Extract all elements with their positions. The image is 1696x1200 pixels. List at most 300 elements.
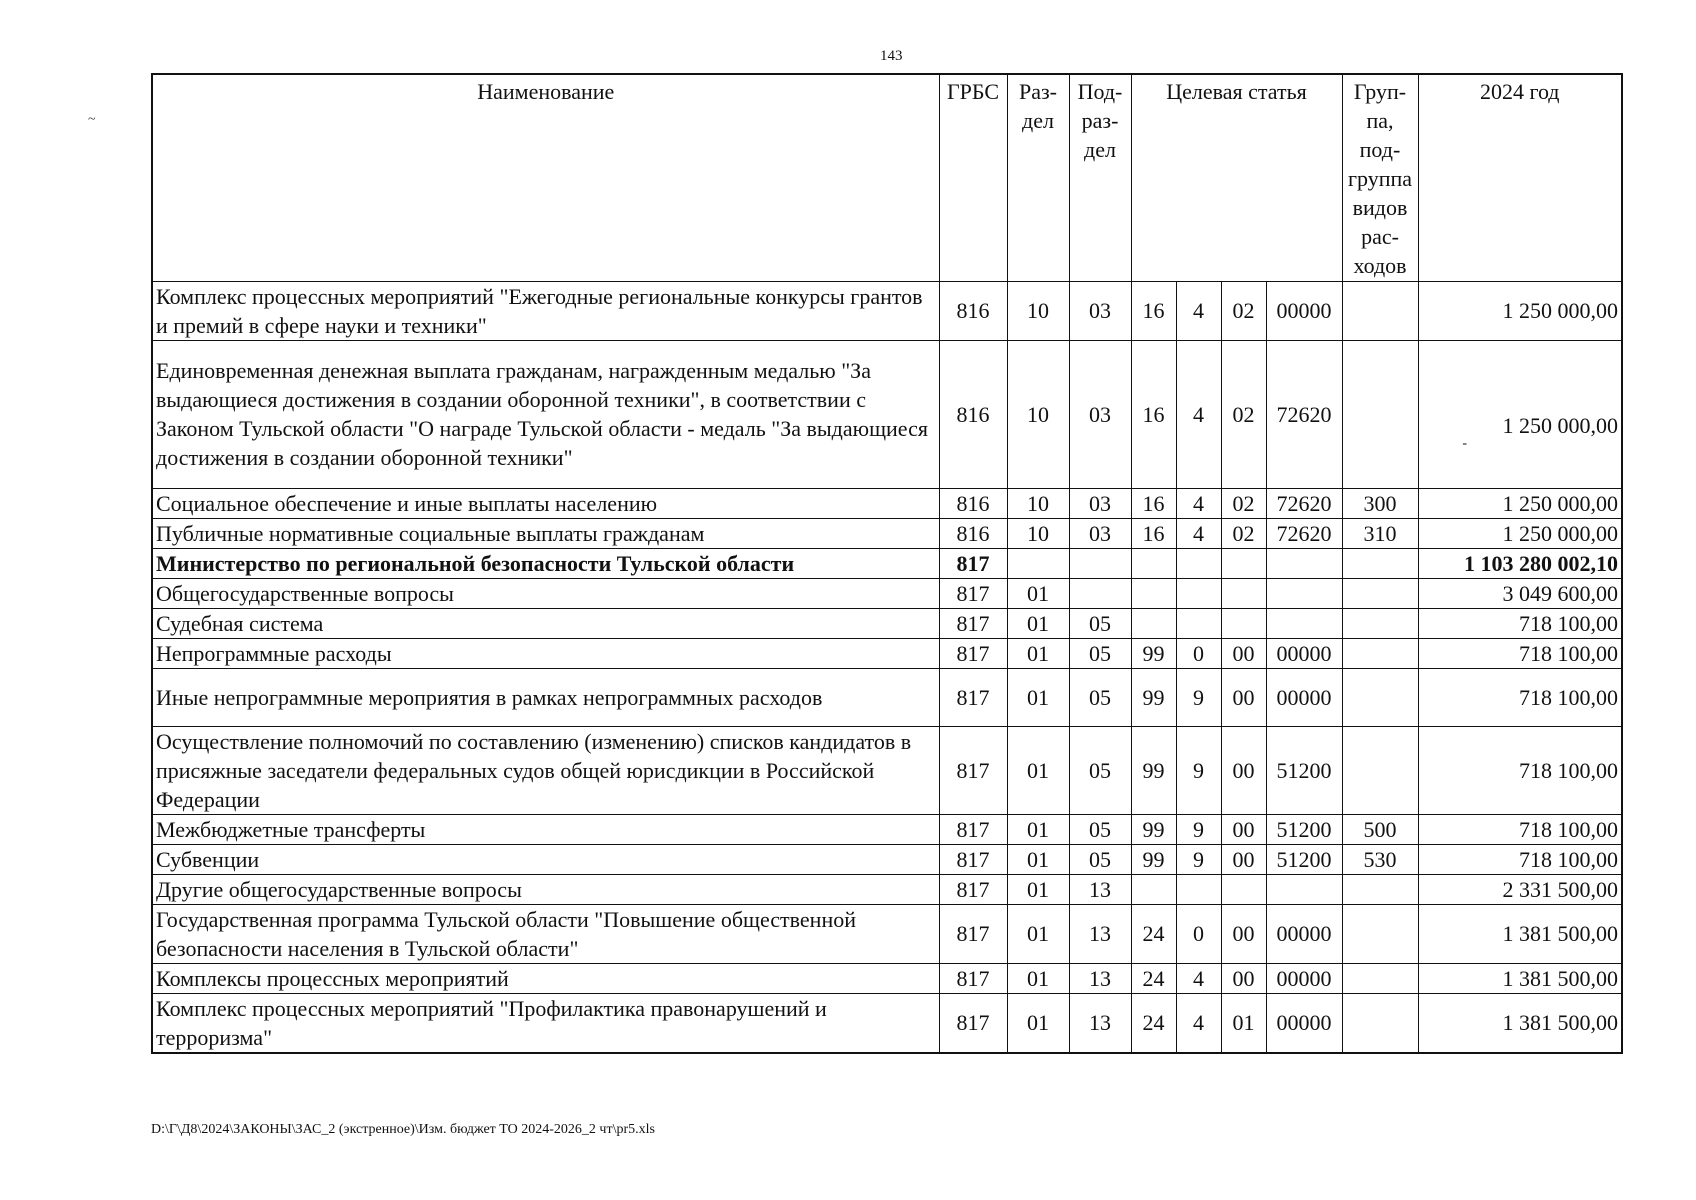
table-row	[152, 814, 1622, 844]
table-cell-name-text: Субвенции	[156, 846, 260, 872]
table-cell-name	[152, 904, 939, 963]
table-cell-razdel	[1007, 844, 1069, 874]
table-cell-target-subprogram	[1221, 726, 1266, 814]
table-cell-podrazdel-text: 05	[1089, 640, 1111, 666]
table-cell-podrazdel-text: 13	[1089, 876, 1111, 902]
table-cell-target-program-text: 99	[1142, 846, 1165, 872]
table-row	[152, 993, 1622, 1053]
table-cell-target-program	[1131, 726, 1176, 814]
table-cell-razdel	[1007, 548, 1069, 578]
table-cell-name-text: Другие общегосударственные вопросы	[156, 876, 522, 902]
table-row	[152, 844, 1622, 874]
table-cell-grbs-text: 817	[956, 816, 990, 842]
table-cell-target-direction-text: 51200	[1276, 757, 1332, 783]
table-cell-razdel-text: 01	[1027, 580, 1049, 606]
table-cell-target-program-text: 99	[1142, 684, 1165, 710]
header-razdel: Раз-дел	[1007, 74, 1069, 281]
table-row	[152, 963, 1622, 993]
table-cell-target-type	[1176, 726, 1221, 814]
table-cell-name	[152, 578, 939, 608]
table-cell-target-program	[1131, 904, 1176, 963]
table-cell-target-program	[1131, 281, 1176, 340]
table-cell-razdel-text: 10	[1027, 401, 1049, 427]
table-cell-expense-group	[1342, 340, 1418, 488]
table-cell-name	[152, 548, 939, 578]
table-cell-podrazdel-text: 05	[1089, 846, 1111, 872]
table-cell-target-direction-text: 51200	[1276, 816, 1332, 842]
table-cell-expense-group	[1342, 726, 1418, 814]
table-cell-target-direction	[1266, 340, 1342, 488]
table-cell-amount	[1418, 488, 1622, 518]
table-cell-amount	[1418, 668, 1622, 726]
table-cell-name-text: Государственная программа Тульской области "Повышение общественной безопасности населения в Тульской области"	[156, 906, 856, 961]
table-cell-target-type-text: 4	[1193, 401, 1204, 427]
table-cell-target-type	[1176, 608, 1221, 638]
table-cell-podrazdel-text: 13	[1089, 1010, 1111, 1035]
page-number: 143	[880, 48, 903, 64]
table-cell-grbs-text: 816	[956, 490, 990, 516]
table-cell-name	[152, 814, 939, 844]
table-cell-target-direction	[1266, 904, 1342, 963]
table-cell-name-text: Общегосударственные вопросы	[156, 580, 454, 606]
table-cell-razdel-text: 01	[1027, 876, 1049, 902]
table-cell-amount-text: 3 049 600,00	[1502, 580, 1618, 606]
table-cell-amount	[1418, 814, 1622, 844]
table-cell-razdel	[1007, 904, 1069, 963]
table-cell-podrazdel	[1069, 874, 1131, 904]
table-cell-target-direction	[1266, 488, 1342, 518]
table-cell-target-type-text: 0	[1193, 921, 1204, 946]
table-cell-target-program	[1131, 340, 1176, 488]
table-cell-name	[152, 963, 939, 993]
table-cell-target-subprogram	[1221, 548, 1266, 578]
table-cell-grbs	[939, 963, 1007, 993]
table-cell-grbs	[939, 726, 1007, 814]
table-cell-amount-text: 718 100,00	[1519, 640, 1618, 666]
table-cell-name-text: Осуществление полномочий по составлению (изменению) списков кандидатов в присяжные заседатели федеральных судов общей юрисдикции в Российской Федерации	[156, 728, 912, 812]
table-cell-amount	[1418, 844, 1622, 874]
table-cell-razdel	[1007, 578, 1069, 608]
table-cell-grbs-text: 817	[956, 610, 990, 636]
table-cell-target-subprogram-text: 00	[1232, 846, 1255, 872]
table-cell-target-type-text: 9	[1193, 846, 1204, 872]
table-cell-target-type-text: 4	[1193, 490, 1204, 516]
table-cell-podrazdel	[1069, 488, 1131, 518]
table-cell-target-program	[1131, 578, 1176, 608]
table-cell-expense-group	[1342, 638, 1418, 668]
table-cell-target-direction-text: 00000	[1276, 921, 1332, 946]
table-cell-target-subprogram	[1221, 340, 1266, 488]
table-cell-grbs-text: 817	[956, 876, 990, 902]
table-cell-amount-text: 718 100,00	[1519, 846, 1618, 872]
table-cell-amount	[1418, 904, 1622, 963]
table-row	[152, 281, 1622, 340]
table-cell-target-type-text: 9	[1193, 816, 1204, 842]
margin-mark: ~	[88, 112, 96, 127]
table-cell-target-program	[1131, 993, 1176, 1053]
table-cell-razdel	[1007, 488, 1069, 518]
table-cell-target-direction	[1266, 578, 1342, 608]
table-cell-grbs	[939, 281, 1007, 340]
table-cell-name-text: Министерство по региональной безопасности Тульской области	[156, 550, 795, 576]
table-cell-target-type	[1176, 904, 1221, 963]
table-row	[152, 488, 1622, 518]
table-cell-target-program-text: 16	[1142, 490, 1165, 516]
table-cell-grbs	[939, 814, 1007, 844]
table-cell-expense-group	[1342, 993, 1418, 1053]
table-cell-target-subprogram-text: 00	[1232, 921, 1255, 946]
table-cell-name-text: Публичные нормативные социальные выплаты гражданам	[156, 520, 705, 546]
table-cell-podrazdel	[1069, 578, 1131, 608]
table-cell-razdel-text: 01	[1027, 1010, 1049, 1035]
table-cell-amount-text: 718 100,00	[1519, 610, 1618, 636]
table-cell-grbs-text: 816	[956, 520, 990, 546]
table-cell-target-type-text: 4	[1193, 1010, 1204, 1035]
table-cell-name	[152, 668, 939, 726]
table-cell-amount-text: 1 250 000,00	[1502, 412, 1618, 438]
table-cell-podrazdel	[1069, 726, 1131, 814]
table-cell-target-direction	[1266, 608, 1342, 638]
table-cell-name	[152, 726, 939, 814]
header-grbs: ГРБС	[939, 74, 1007, 281]
table-cell-expense-group	[1342, 281, 1418, 340]
table-cell-podrazdel	[1069, 638, 1131, 668]
table-cell-target-type	[1176, 668, 1221, 726]
table-row	[152, 340, 1622, 488]
table-cell-target-program-text: 16	[1142, 298, 1165, 323]
table-cell-expense-group-text: 310	[1363, 520, 1397, 546]
table-cell-target-subprogram	[1221, 638, 1266, 668]
table-cell-name-text: Социальное обеспечение и иные выплаты населению	[156, 490, 658, 516]
table-cell-amount-text: 2 331 500,00	[1502, 876, 1618, 902]
table-cell-podrazdel	[1069, 963, 1131, 993]
table-cell-name-text: Иные непрограммные мероприятия в рамках непрограммных расходов	[156, 684, 823, 710]
table-cell-name-text: Непрограммные расходы	[156, 640, 392, 666]
table-cell-target-direction-text: 00000	[1276, 298, 1332, 323]
table-cell-target-program-text: 99	[1142, 640, 1165, 666]
table-cell-target-type	[1176, 814, 1221, 844]
table-cell-podrazdel	[1069, 281, 1131, 340]
table-cell-target-subprogram	[1221, 993, 1266, 1053]
table-cell-name-text: Судебная система	[156, 610, 324, 636]
table-cell-name	[152, 488, 939, 518]
table-cell-amount	[1418, 726, 1622, 814]
table-cell-expense-group	[1342, 814, 1418, 844]
table-cell-target-direction	[1266, 814, 1342, 844]
table-cell-grbs	[939, 844, 1007, 874]
table-cell-razdel-text: 01	[1027, 640, 1049, 666]
table-cell-amount	[1418, 340, 1622, 488]
table-cell-grbs	[939, 638, 1007, 668]
table-cell-amount	[1418, 578, 1622, 608]
table-cell-expense-group	[1342, 904, 1418, 963]
table-cell-target-type-text: 4	[1193, 298, 1204, 323]
table-cell-expense-group	[1342, 874, 1418, 904]
table-cell-target-subprogram	[1221, 281, 1266, 340]
table-cell-grbs-text: 816	[956, 401, 990, 427]
table-cell-grbs	[939, 993, 1007, 1053]
table-cell-target-type-text: 0	[1193, 640, 1204, 666]
table-cell-podrazdel	[1069, 340, 1131, 488]
table-cell-razdel-text: 10	[1027, 298, 1049, 323]
table-cell-grbs	[939, 488, 1007, 518]
table-cell-expense-group-text: 300	[1363, 490, 1397, 516]
table-cell-expense-group	[1342, 844, 1418, 874]
table-cell-target-type	[1176, 488, 1221, 518]
table-cell-target-program	[1131, 874, 1176, 904]
table-cell-amount-text: 1 381 500,00	[1502, 921, 1618, 946]
table-cell-podrazdel-text: 03	[1089, 401, 1111, 427]
table-cell-target-type	[1176, 548, 1221, 578]
table-cell-grbs-text: 817	[956, 846, 990, 872]
table-cell-razdel	[1007, 993, 1069, 1053]
table-cell-target-direction-text: 00000	[1276, 1010, 1332, 1035]
table-cell-target-program-text: 24	[1142, 1010, 1165, 1035]
header-row	[152, 74, 1622, 281]
table-cell-amount	[1418, 963, 1622, 993]
table-cell-target-program-text: 16	[1142, 520, 1165, 546]
table-cell-grbs	[939, 340, 1007, 488]
table-cell-podrazdel	[1069, 814, 1131, 844]
table-cell-target-direction-text: 72620	[1276, 401, 1332, 427]
table-cell-razdel-text: 01	[1027, 965, 1049, 991]
table-cell-podrazdel-text: 03	[1089, 490, 1111, 516]
table-cell-target-subprogram-text: 02	[1232, 520, 1255, 546]
table-cell-podrazdel-text: 05	[1089, 816, 1111, 842]
table-row	[152, 548, 1622, 578]
table-cell-razdel	[1007, 668, 1069, 726]
table-cell-target-program	[1131, 638, 1176, 668]
table-cell-target-program	[1131, 814, 1176, 844]
table-cell-target-subprogram-text: 00	[1232, 965, 1255, 991]
table-cell-target-direction	[1266, 963, 1342, 993]
table-cell-target-subprogram-text: 00	[1232, 640, 1255, 666]
table-cell-podrazdel	[1069, 668, 1131, 726]
table-row	[152, 638, 1622, 668]
table-row	[152, 904, 1622, 963]
table-cell-target-program	[1131, 608, 1176, 638]
table-cell-razdel	[1007, 638, 1069, 668]
table-cell-razdel-text: 10	[1027, 490, 1049, 516]
table-cell-amount	[1418, 548, 1622, 578]
table-cell-name-text: Единовременная денежная выплата гражданам, награжденным медалью "За выдающиеся достижения в создании оборонной техники", в соответствии с Законом Тульской области "О награде Тульской области - медаль "За выдающиеся достижения в создании оборонной техники"	[156, 358, 928, 470]
table-cell-target-type	[1176, 993, 1221, 1053]
table-cell-target-direction	[1266, 993, 1342, 1053]
table-cell-name-text: Комплексы процессных мероприятий	[156, 965, 509, 991]
table-cell-grbs-text: 817	[956, 684, 990, 710]
table-cell-target-subprogram	[1221, 874, 1266, 904]
table-cell-grbs	[939, 518, 1007, 548]
table-cell-target-direction	[1266, 638, 1342, 668]
table-cell-target-direction	[1266, 726, 1342, 814]
table-cell-grbs-text: 817	[956, 580, 990, 606]
table-cell-expense-group	[1342, 578, 1418, 608]
table-cell-target-subprogram-text: 02	[1232, 298, 1255, 323]
table-cell-name	[152, 608, 939, 638]
table-cell-target-type	[1176, 578, 1221, 608]
table-cell-target-direction-text: 72620	[1276, 520, 1332, 546]
table-cell-grbs-text: 817	[956, 1010, 990, 1035]
table-cell-target-program-text: 16	[1142, 401, 1165, 427]
table-cell-target-subprogram	[1221, 668, 1266, 726]
table-cell-razdel	[1007, 963, 1069, 993]
table-cell-razdel-text: 10	[1027, 520, 1049, 546]
file-path: D:\Г\Д8\2024\ЗАКОНЫ\ЗАС_2 (экстренное)\Изм. бюджет ТО 2024-2026_2 чт\pr5.xls	[151, 1122, 655, 1137]
table-cell-target-program	[1131, 518, 1176, 548]
table-cell-podrazdel	[1069, 518, 1131, 548]
table-cell-target-subprogram	[1221, 904, 1266, 963]
table-cell-razdel	[1007, 340, 1069, 488]
table-cell-amount	[1418, 281, 1622, 340]
table-cell-grbs-text: 817	[956, 757, 990, 783]
table-cell-name	[152, 340, 939, 488]
table-cell-expense-group-text: 500	[1363, 816, 1397, 842]
header-target: Целевая статья	[1131, 74, 1342, 281]
table-cell-target-program-text: 99	[1142, 816, 1165, 842]
table-cell-target-program	[1131, 963, 1176, 993]
table-cell-grbs	[939, 608, 1007, 638]
table-cell-razdel	[1007, 726, 1069, 814]
table-cell-podrazdel-text: 03	[1089, 298, 1111, 323]
table-cell-target-direction-text: 00000	[1276, 640, 1332, 666]
table-cell-grbs	[939, 548, 1007, 578]
header-podrazdel: Под-раз-дел	[1069, 74, 1131, 281]
table-cell-grbs-text: 817	[956, 965, 990, 991]
table-cell-grbs-text: 817	[956, 921, 990, 946]
table-cell-target-subprogram	[1221, 814, 1266, 844]
table-cell-target-program-text: 24	[1142, 965, 1165, 991]
table-cell-podrazdel	[1069, 548, 1131, 578]
table-cell-razdel-text: 01	[1027, 757, 1049, 783]
table-cell-name	[152, 281, 939, 340]
table-cell-target-direction-text: 72620	[1276, 490, 1332, 516]
table-cell-razdel	[1007, 814, 1069, 844]
table-cell-target-program	[1131, 668, 1176, 726]
table-cell-podrazdel-text: 05	[1089, 684, 1111, 710]
table-cell-expense-group	[1342, 548, 1418, 578]
table-cell-razdel	[1007, 518, 1069, 548]
table-cell-target-program	[1131, 844, 1176, 874]
table-cell-razdel	[1007, 281, 1069, 340]
table-cell-podrazdel	[1069, 844, 1131, 874]
table-cell-target-program	[1131, 488, 1176, 518]
table-row	[152, 874, 1622, 904]
table-cell-amount	[1418, 518, 1622, 548]
table-cell-razdel-text: 01	[1027, 921, 1049, 946]
table-cell-target-direction-text: 51200	[1276, 846, 1332, 872]
table-cell-name	[152, 844, 939, 874]
table-cell-target-type	[1176, 281, 1221, 340]
table-cell-podrazdel-text: 05	[1089, 757, 1111, 783]
table-cell-amount	[1418, 608, 1622, 638]
header-year: 2024 год	[1418, 74, 1622, 281]
table-cell-amount-text: 1 103 280 002,10	[1464, 550, 1618, 576]
table-cell-name	[152, 993, 939, 1053]
table-cell-podrazdel-text: 05	[1089, 610, 1111, 636]
table-cell-target-type	[1176, 518, 1221, 548]
table-cell-target-subprogram-text: 00	[1232, 757, 1255, 783]
table-cell-razdel	[1007, 608, 1069, 638]
table-cell-target-direction	[1266, 281, 1342, 340]
table-row	[152, 578, 1622, 608]
table-row	[152, 518, 1622, 548]
table-cell-podrazdel-text: 13	[1089, 965, 1111, 991]
table-cell-target-direction-text: 00000	[1276, 684, 1332, 710]
budget-table	[151, 73, 1623, 1054]
table-cell-amount-text: 718 100,00	[1519, 757, 1618, 783]
table-cell-name	[152, 874, 939, 904]
table-cell-amount-text: 1 250 000,00	[1502, 520, 1618, 546]
table-cell-amount-text: 718 100,00	[1519, 684, 1618, 710]
table-cell-grbs	[939, 668, 1007, 726]
table-cell-target-type-text: 9	[1193, 757, 1204, 783]
table-cell-grbs	[939, 904, 1007, 963]
table-cell-name-text: Комплекс процессных мероприятий "Профилактика правонарушений и терроризма"	[156, 995, 827, 1050]
table-cell-amount-text: 1 381 500,00	[1502, 965, 1618, 991]
table-cell-grbs	[939, 578, 1007, 608]
table-cell-target-subprogram-text: 01	[1232, 1010, 1255, 1035]
table-cell-target-type-text: 9	[1193, 684, 1204, 710]
table-cell-target-subprogram	[1221, 488, 1266, 518]
table-cell-expense-group	[1342, 488, 1418, 518]
table-cell-target-subprogram-text: 00	[1232, 816, 1255, 842]
header-name: Наименование	[152, 74, 939, 281]
table-cell-name-text: Межбюджетные трансферты	[156, 816, 426, 842]
stray-mark: -	[1462, 435, 1468, 451]
table-cell-name	[152, 518, 939, 548]
table-cell-name-text: Комплекс процессных мероприятий "Ежегодные региональные конкурсы грантов и премий в сфере науки и техники"	[156, 283, 923, 338]
table-cell-razdel-text: 01	[1027, 610, 1049, 636]
table-cell-target-program-text: 24	[1142, 921, 1165, 946]
table-cell-target-direction	[1266, 668, 1342, 726]
table-cell-target-direction	[1266, 518, 1342, 548]
table-cell-expense-group	[1342, 608, 1418, 638]
table-cell-podrazdel-text: 13	[1089, 921, 1111, 946]
table-cell-target-type-text: 4	[1193, 965, 1204, 991]
table-cell-amount-text: 718 100,00	[1519, 816, 1618, 842]
table-cell-podrazdel-text: 03	[1089, 520, 1111, 546]
table-cell-podrazdel	[1069, 904, 1131, 963]
table-cell-target-direction	[1266, 874, 1342, 904]
table-cell-target-subprogram-text: 02	[1232, 490, 1255, 516]
table-cell-razdel	[1007, 874, 1069, 904]
table-cell-target-type	[1176, 340, 1221, 488]
table-cell-target-subprogram-text: 00	[1232, 684, 1255, 710]
table-cell-razdel-text: 01	[1027, 846, 1049, 872]
table-cell-target-type	[1176, 963, 1221, 993]
table-cell-target-type	[1176, 874, 1221, 904]
table-row	[152, 608, 1622, 638]
table-cell-expense-group-text: 530	[1363, 846, 1397, 872]
table-cell-target-subprogram	[1221, 844, 1266, 874]
table-cell-razdel-text: 01	[1027, 684, 1049, 710]
table-cell-target-type	[1176, 638, 1221, 668]
table-cell-grbs-text: 817	[956, 640, 990, 666]
table-cell-target-subprogram	[1221, 518, 1266, 548]
table-cell-amount-text: 1 381 500,00	[1502, 1010, 1618, 1035]
table-cell-target-subprogram	[1221, 608, 1266, 638]
header-group: Груп-па, под-группа видов рас-ходов	[1342, 74, 1418, 281]
table-cell-podrazdel	[1069, 993, 1131, 1053]
table-cell-target-direction	[1266, 548, 1342, 578]
table-cell-grbs-text: 817	[956, 550, 990, 576]
table-cell-expense-group	[1342, 518, 1418, 548]
table-cell-razdel-text: 01	[1027, 816, 1049, 842]
table-cell-amount-text: 1 250 000,00	[1502, 490, 1618, 516]
table-row	[152, 668, 1622, 726]
table-cell-target-direction	[1266, 844, 1342, 874]
table-cell-expense-group	[1342, 668, 1418, 726]
